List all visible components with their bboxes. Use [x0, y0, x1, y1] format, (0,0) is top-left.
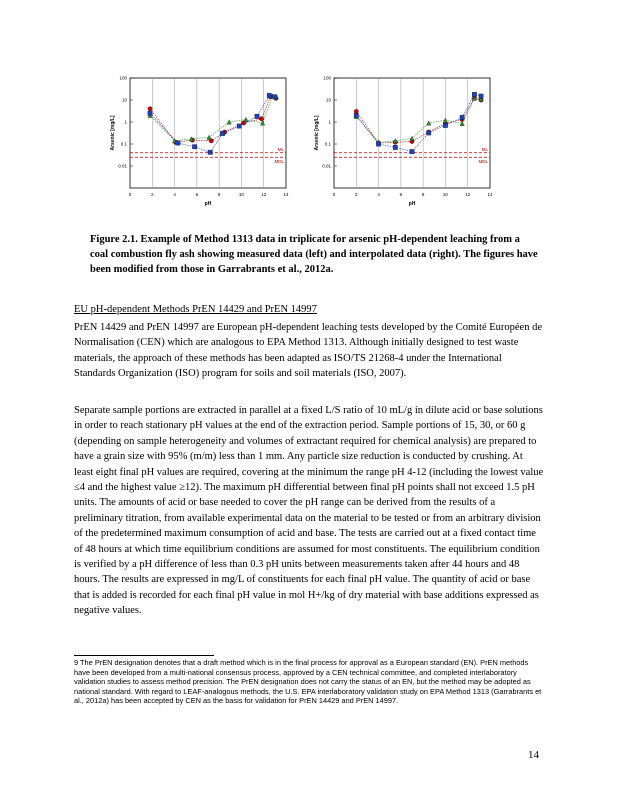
data-point	[192, 145, 196, 149]
footnote-rule	[74, 655, 214, 656]
data-point	[227, 120, 231, 124]
data-point	[460, 115, 464, 119]
y-tick-label: 10	[325, 97, 331, 103]
data-point	[208, 150, 212, 154]
data-point	[376, 142, 380, 146]
chart-measured-data	[108, 70, 298, 215]
x-tick-label: 12	[261, 192, 267, 197]
y-tick-label: 100	[323, 75, 331, 81]
x-tick-label: 10	[442, 192, 448, 197]
series-line	[150, 97, 276, 143]
data-point	[237, 124, 241, 128]
x-tick-label: 12	[465, 192, 471, 197]
y-tick-label: 1	[328, 119, 331, 125]
chart-interpolated-data	[312, 70, 502, 215]
y-tick-label: 0.1	[324, 141, 331, 147]
data-point	[220, 131, 224, 135]
x-tick-label: 0	[332, 192, 336, 197]
x-tick-label: 8	[421, 192, 425, 197]
figure-caption: Figure 2.1. Example of Method 1313 data in triplicate for arsenic pH-dependent leaching from a coal combustion fly ash showing measured data (left) and interpolated data (right). The figures have been modified from those in Garrabrants et al., 2012a.	[90, 234, 538, 275]
data-point	[260, 121, 264, 125]
x-tick-label: 8	[217, 192, 221, 197]
x-axis-label: pH	[408, 201, 416, 207]
data-point	[472, 92, 476, 96]
data-point	[427, 121, 431, 125]
footnote: 9 The PrEN designation denotes that a draft method which is in the final process for approval as a European standard (EN). PrEN methods have been developed from a multi-national consensus process, approved by a CEN technical committee, and completed interlaboratory validation studies to assess method precision. The PrEN designation does not carry the status of an EN, but the method may be adopted as national standard. With regard to LEAF-analogous methods, the U.S. EPA interlaboratory validation study on EPA Method 1313 (Garrabrants et al., 2012a) has been accepted by CEN as the basis for validation for PrEN 14429 and PrEN 14997.	[74, 658, 542, 706]
x-tick-label: 2	[151, 192, 154, 197]
data-point	[393, 145, 397, 149]
ml-label: ML	[277, 146, 284, 152]
y-tick-label: 10	[121, 97, 127, 103]
x-tick-label: 4	[173, 192, 176, 197]
mdl-label: MDL	[478, 159, 488, 165]
x-tick-label: 2	[355, 192, 358, 197]
x-axis-label: pH	[204, 201, 212, 207]
x-tick-label: 4	[377, 192, 380, 197]
ml-label: ML	[481, 146, 488, 152]
section-heading: EU pH-dependent Methods PrEN 14429 and PrEN 14997	[74, 304, 317, 315]
x-tick-label: 0	[128, 192, 132, 197]
data-point	[148, 111, 152, 115]
x-tick-label: 6	[195, 192, 199, 197]
data-point	[354, 113, 358, 117]
data-point	[479, 94, 483, 98]
paragraph-1: PrEN 14429 and PrEN 14997 are European pH-dependent leaching tests developed by the Comité Européen de Normalisation (CEN) which are analogous to EPA Method 1313. Although initially designed to test waste materials, the approach of these methods has been adapted as ISO/TS 21268-4 under the International Standards Organization (ISO) program for soils and soil materials (ISO, 2007).	[74, 322, 542, 380]
x-tick-label: 6	[399, 192, 403, 197]
data-point	[176, 141, 180, 145]
data-point	[255, 114, 259, 118]
y-tick-label: 0.01	[118, 163, 127, 169]
paragraph-2: Separate sample portions are extracted in parallel at a fixed L/S ratio of 10 mL/g in dilute acid or base solutions in order to reach stationary pH values at the end of the extraction period. Sample portions of 15, 30, or 60 g (depending on sample heterogeneity and volumes of extractant required for chemical analysis) are prepared to have a grain size with 95% (m/m) less than 1 mm. Any particle size reduction is conducted by crushing. At least eight final pH values are required, covering at the minimum the range pH 4-12 (including the lowest value ≤4 and the highest value ≥12). The maximum pH differential between final pH points shall not exceed 1.5 pH units. The amounts of acid or base needed to cover the pH range can be derived from the results of a preliminary titration, from available experimental data on the material to be tested or from an arbitrary division of the predetermined maximum consumption of acid and base. The tests are carried out at a fixed contact time of 48 hours at which time equilibrium conditions are assumed for most constituents. The equilibrium condition is verified by a pH difference of less than 0.3 pH units between measurements taken after 44 hours and 48 hours. The results are expressed in mg/L of constituents for each final pH value. The quantity of acid or base that is added is recorded for each final pH value in mol H+/kg of dry material with base additions expressed as negative values.	[74, 405, 544, 617]
y-axis-label: Arsenic [mg/L]	[110, 115, 116, 151]
data-point	[273, 95, 277, 99]
x-tick-label: 10	[238, 192, 244, 197]
y-tick-label: 0.1	[120, 141, 127, 147]
y-tick-label: 100	[119, 75, 127, 81]
plot-frame	[334, 78, 490, 188]
y-tick-label: 1	[124, 119, 127, 125]
data-point	[410, 149, 414, 153]
plot-frame	[130, 78, 286, 188]
y-tick-label: 0.01	[322, 163, 331, 169]
series-line	[150, 96, 275, 153]
x-tick-label: 14	[487, 192, 493, 197]
page-number: 14	[528, 749, 539, 761]
data-point	[443, 123, 447, 127]
y-axis-label: Arsenic [mg/L]	[314, 115, 320, 151]
data-point	[148, 107, 152, 111]
data-point	[427, 131, 431, 135]
data-point	[259, 117, 263, 121]
data-point	[267, 93, 271, 97]
mdl-label: MDL	[274, 159, 284, 165]
x-tick-label: 14	[283, 192, 289, 197]
